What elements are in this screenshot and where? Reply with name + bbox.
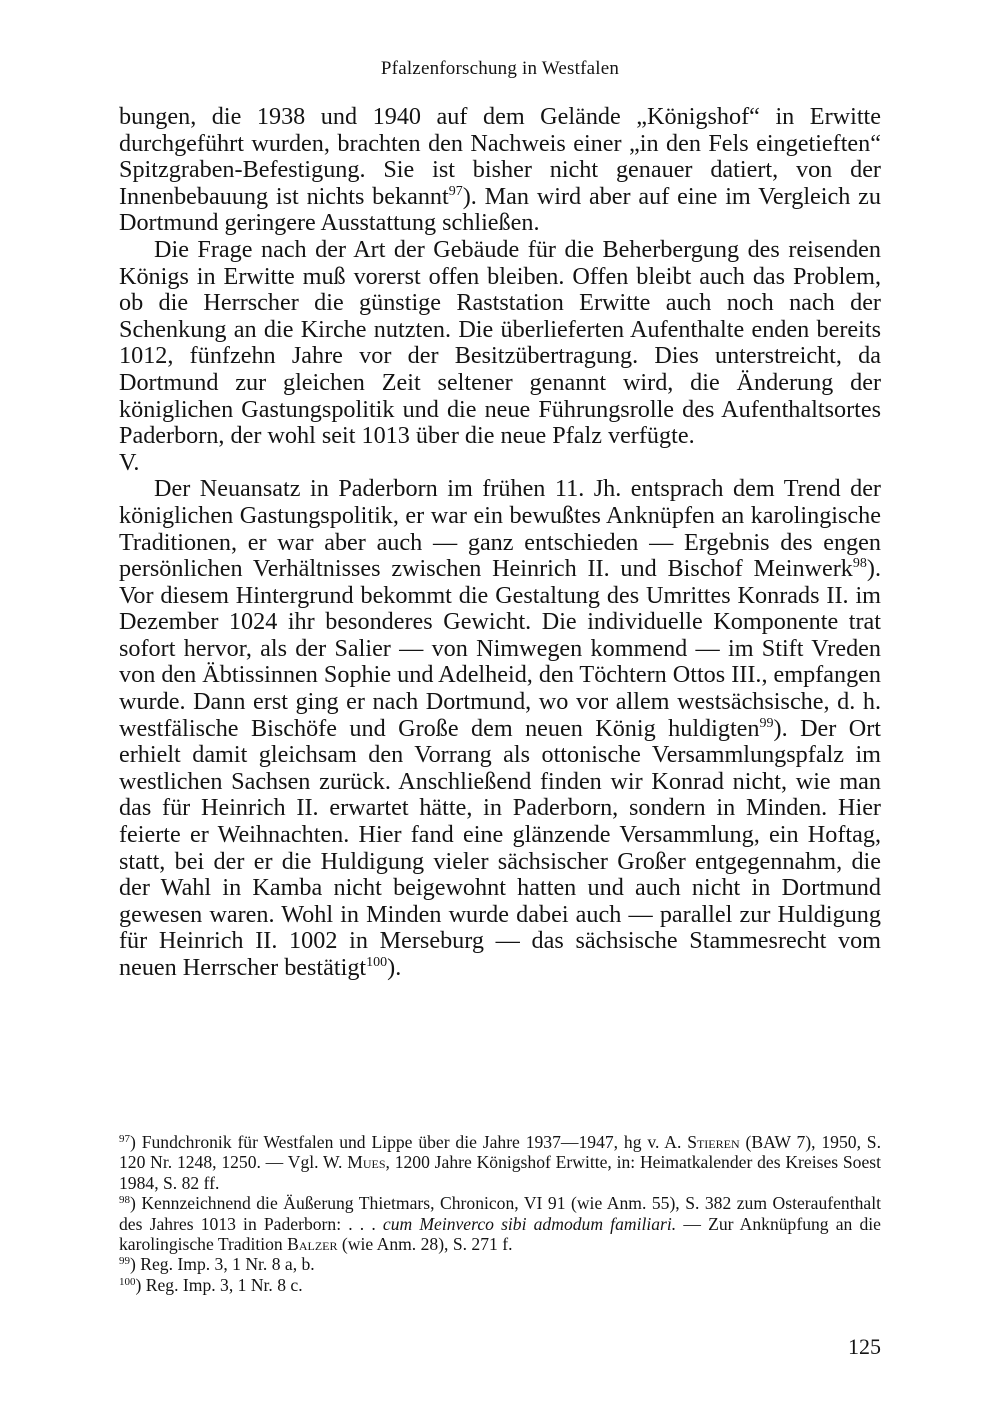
paragraph-2: Die Frage nach der Art der Gebäude für die Beherbergung des reisenden Königs in Erwitte muß vorerst offen bleiben. Offen bleibt auch das Problem, ob die Herrscher die günstige Raststation Erwitte auch noch nach der Schenkung an die Kirche nutzten. Die überlieferten Aufenthalte enden bereits 1012, fünfzehn Jahre vor der Besitzübertragung. Dies unterstreicht, da Dortmund zur gleichen Zeit seltener genannt wird, die Änderung der königlichen Gastungspolitik und die neue Führungsrolle des Aufenthaltsortes Paderborn, der wohl seit 1013 über die neue Pfalz verfügte. [119, 235, 881, 450]
footnote-ref-100[interactable]: 100 [366, 955, 388, 970]
paragraph-3: Der Neuansatz in Paderborn im frühen 11. Jh. entsprach dem Trend der königlichen Gastungspolitik, er war ein bewußtes Anknüpfen an karolingische Traditionen, er war aber auch — ganz entschieden — Ergebnis des engen persönlichen Verhältnisses zwischen Heinrich II. und Bischof Meinwerk$^{98}$). Vor diesem Hintergrund bekommt die Gestaltung des Umrittes Konrads II. im Dezember 1024 ihr besonderes Gewicht. Die individuelle Komponente trat sofort hervor, als der Salier — von Nimwegen kommend — im Stift Vreden von den Äbtissinnen Sophie und Adelheid, den Töchtern Ottos III., empfangen wurde. Dann erst ging er nach Dortmund, wo vor allem westsächsische, d. h. westfälische Bischöfe und Große dem neuen König huldigten$^{99}$). Der Ort erhielt damit gleichsam den Vorrang als ottonische Versammlungspfalz im westlichen Sachsen zurück. Anschließend finden wir Konrad nicht, wie man das für Heinrich II. erwartet hätte, in Paderborn, sondern in Minden. Hier feierte er Weihnachten. Hier fand eine glänzende Versammlung, ein Hoftag, statt, bei der er die Huldigung vieler sächsischer Großer entgegennahm, die der Wahl in Kamba nicht beigewohnt hatten und auch nicht in Dortmund gewesen waren. Wohl in Minden wurde dabei auch — parallel zur Huldigung für Heinrich II. 1002 in Merseburg — das sächsische Stammesrecht vom neuen Herrscher bestätigt$^{100}$). [119, 475, 882, 981]
footnote-ref-99[interactable]: 99 [759, 715, 774, 731]
footnote-ref-98[interactable]: 98 [852, 556, 867, 572]
footnote-98: $^{98}$) Kennzeichnend die Äußerung Thietmars, Chronicon, VI 91 (wie Anm. 55), S. 382 zum Osteraufenthalt des Jahres 1013 in Paderborn: . . . cum Meinverco sibi admodum familiari. — Zur Anknüpfung an die karolingische Tradition Balzer (wie Anm. 28), S. 271 f. [119, 1193, 881, 1255]
footnote-97: $^{97}$) Fundchronik für Westfalen und Lippe über die Jahre 1937—1947, hg v. A. Stieren (BAW 7), 1950, S. 120 Nr. 1248, 1250. — Vgl. W. Mues, 1200 Jahre Königshof Erwitte, in: Heimatkalender des Kreises Soest 1984, S. 82 ff. [119, 1132, 882, 1193]
running-head: Pfalzenforschung in Westfalen [380, 58, 620, 79]
body-text [119, 104, 881, 982]
author-name: Stieren [687, 1132, 740, 1152]
author-name: Balzer [287, 1234, 338, 1255]
section-number: V. [119, 448, 140, 476]
footnote-99: $^{99}$) Reg. Imp. 3, 1 Nr. 8 a, b. [119, 1254, 315, 1275]
footnote-100: $^{100}$) Reg. Imp. 3, 1 Nr. 8 c. [119, 1274, 303, 1295]
author-name: Mues [347, 1152, 386, 1173]
footnote-ref-97[interactable]: 97 [448, 183, 463, 199]
footnotes [119, 1132, 881, 1295]
latin-quote: cum Meinverco sibi admodum familiari. [382, 1213, 677, 1234]
page-number: 125 [848, 1334, 881, 1359]
paragraph-1: bungen, die 1938 und 1940 auf dem Gelände „Königshof“ in Erwitte durchgeführt wurden, brachten den Nachweis einer „in den Fels eingetieften“ Spitzgraben-Befestigung. Sie ist bisher nicht genauer datiert, von der Innenbebauung ist nichts bekannt$^{97}$). Man wird aber auf eine im Vergleich zu Dortmund geringere Ausstattung schließen. [119, 103, 881, 237]
